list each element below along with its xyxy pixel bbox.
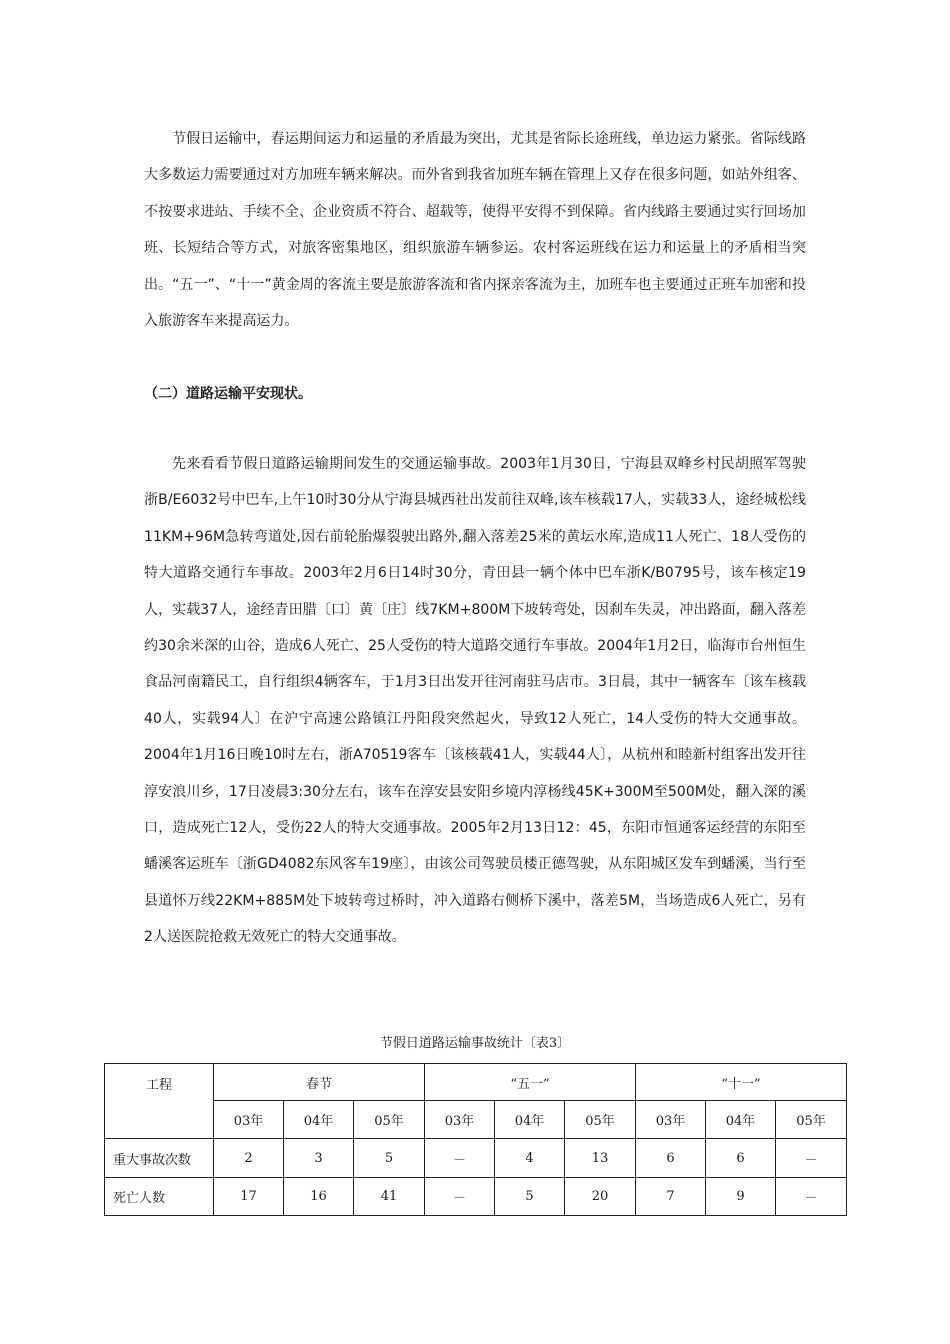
table-cell: － [425,1139,495,1178]
table-cell: 5 [495,1178,565,1216]
table-header-row [105,1064,847,1101]
paragraph-accident-cases: 先来看看节假日道路运输期间发生的交通运输事故。2003年1月30日，宁海县双峰乡村民胡照军驾驶浙B/E6032号中巴车,上午10时30分从宁海县城西社出发前往双峰,该车核载17人，实载33人，途经城松线11KM+96M急转弯道处,因右前轮胎爆裂驶出路外,翻入落差25米的黄坛水库,造成11人死亡、18人受伤的特大道路交通行车事故。2003年2月6日14时30分，青田县一辆个体中巴车浙K/B0795号，该车核定19人，实载37人，途经青田腊〔口〕黄〔庄〕线7KM+800M下坡转弯处，因刹车失灵，冲出路面，翻入落差约30余米深的山谷，造成6人死亡、25人受伤的特大道路交通行车事故。2004年1月2日，临海市台州恒生食品河南籍民工，自行组织4辆客车，于1月3日出发开往河南驻马店市。3日晨，其中一辆客车〔该车核载40人，实载94人〕在沪宁高速公路镇江丹阳段突然起火，导致12人死亡，14人受伤的特大交通事故。2004年1月16日晚10时左右，浙A70519客车〔该核载41人，实载44人〕，从杭州和睦新村组客出发开往淳安浪川乡，17日凌晨3:30分左右，该车在淳安县安阳乡境内淳杨线45K+300M至500M处，翻入深的溪口，造成死亡12人，受伤22人的特大交通事故。2005年2月13日12：45，东阳市恒通客运经营的东阳至蟠溪客运班车〔浙GD4082东风客车19座〕，由该公司驾驶员楼正德驾驶，从东阳城区发车到蟠溪，当行至县道怀万线22KM+885M处下坡转弯过桥时，冲入道路右侧桥下溪中，落差5M，当场造成6人死亡，另有2人送医院抢救无效死亡的特大交通事故。 [144,456,806,946]
year-header-cell: 03年 [636,1101,706,1139]
group-header-spring-festival: 春节 [214,1064,425,1101]
year-header-cell: 03年 [425,1101,495,1139]
year-header-cell: 05年 [565,1101,636,1139]
table-cell: 41 [354,1178,425,1216]
item-header-cell: 工程 [105,1064,214,1139]
table-cell: 20 [565,1178,636,1216]
table-caption: 节假日道路运输事故统计〔表3〕 [379,1036,571,1051]
table-cell: 6 [706,1139,776,1178]
year-header-cell: 04年 [284,1101,354,1139]
row-label-major-accidents: 重大事故次数 [105,1139,214,1178]
table-cell: 5 [354,1139,425,1178]
table-cell: 6 [636,1139,706,1178]
paragraph-transport-capacity: 节假日运输中，春运期间运力和运量的矛盾最为突出，尤其是省际长途班线，单边运力紧张。省际线路大多数运力需要通过对方加班车辆来解决。而外省到我省加班车辆在管理上又存在很多问题，如站外组客、不按要求进站、手续不全、企业资质不符合、超载等，使得平安得不到保障。省内线路主要通过实行回场加班、长短结合等方式，对旅客密集地区，组织旅游车辆参运。农村客运班线在运力和运量上的矛盾相当突出。“五一”、“十一”黄金周的客流主要是旅游客流和省内探亲客流为主，加班车也主要通过正班车加密和投入旅游客车来提高运力。 [144,131,806,330]
table-cell: 9 [706,1178,776,1216]
table-cell: 13 [565,1139,636,1178]
table-cell: 4 [495,1139,565,1178]
table-row [105,1139,847,1178]
table-cell: 3 [284,1139,354,1178]
table-cell: 7 [636,1178,706,1216]
year-header-cell: 04年 [706,1101,776,1139]
table-cell: 16 [284,1178,354,1216]
table-cell: － [425,1178,495,1216]
table-cell: － [776,1139,847,1178]
section-heading-road-safety: （二）道路运输平安现状。 [144,386,312,402]
table-cell: 17 [214,1178,284,1216]
year-header-cell: 05年 [354,1101,425,1139]
group-header-national-day: “十一” [636,1064,847,1101]
table-year-row [105,1101,847,1139]
row-label-deaths: 死亡人数 [105,1178,214,1216]
table-row [105,1178,847,1216]
year-header-cell: 05年 [776,1101,847,1139]
table-cell: － [776,1178,847,1216]
group-header-may-day: “五一” [425,1064,636,1101]
year-header-cell: 04年 [495,1101,565,1139]
accident-statistics-table [104,1063,847,1216]
table-cell: 2 [214,1139,284,1178]
year-header-cell: 03年 [214,1101,284,1139]
